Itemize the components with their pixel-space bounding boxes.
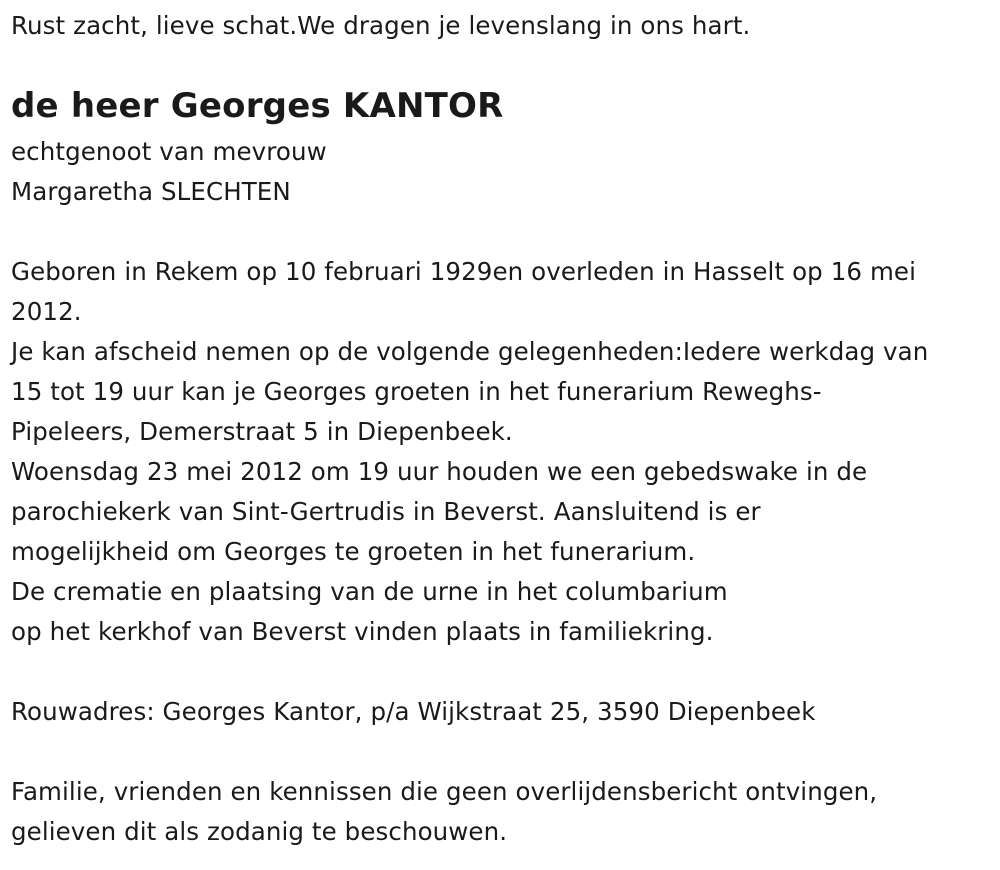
visitation-line-2: 15 tot 19 uur kan je Georges groeten in het funerarium Reweghs- xyxy=(11,377,822,406)
wake-line-2: parochiekerk van Sint-Gertrudis in Beverst. Aansluitend is er xyxy=(11,497,761,526)
opening-line: Rust zacht, lieve schat.We dragen je levenslang in ons hart. xyxy=(11,11,751,40)
spouse-line-2: Margaretha SLECHTEN xyxy=(11,177,291,206)
visitation-line-3: Pipeleers, Demerstraat 5 in Diepenbeek. xyxy=(11,417,513,446)
spouse-line-1: echtgenoot van mevrouw xyxy=(11,137,327,166)
wake-line-3: mogelijkheid om Georges te groeten in het funerarium. xyxy=(11,537,696,566)
spacer xyxy=(11,212,1000,252)
mourning-address: Rouwadres: Georges Kantor, p/a Wijkstraat 25, 3590 Diepenbeek xyxy=(11,697,816,726)
cremation-line-1: De crematie en plaatsing van de urne in het columbarium xyxy=(11,577,728,606)
closing-line-1: Familie, vrienden en kennissen die geen overlijdensbericht ontvingen, xyxy=(11,777,878,806)
spacer xyxy=(11,732,1000,772)
closing-line-2: gelieven dit als zodanig te beschouwen. xyxy=(11,817,508,846)
wake-line-1: Woensdag 23 mei 2012 om 19 uur houden we een gebedswake in de xyxy=(11,457,868,486)
deceased-name: de heer Georges KANTOR xyxy=(11,86,504,126)
birth-death-line-2: 2012. xyxy=(11,297,82,326)
spacer xyxy=(11,652,1000,692)
birth-death-line-1: Geboren in Rekem op 10 februari 1929en overleden in Hasselt op 16 mei xyxy=(11,257,917,286)
visitation-line-1: Je kan afscheid nemen op de volgende gelegenheden:Iedere werkdag van xyxy=(11,337,929,366)
cremation-line-2: op het kerkhof van Beverst vinden plaats in familiekring. xyxy=(11,617,714,646)
